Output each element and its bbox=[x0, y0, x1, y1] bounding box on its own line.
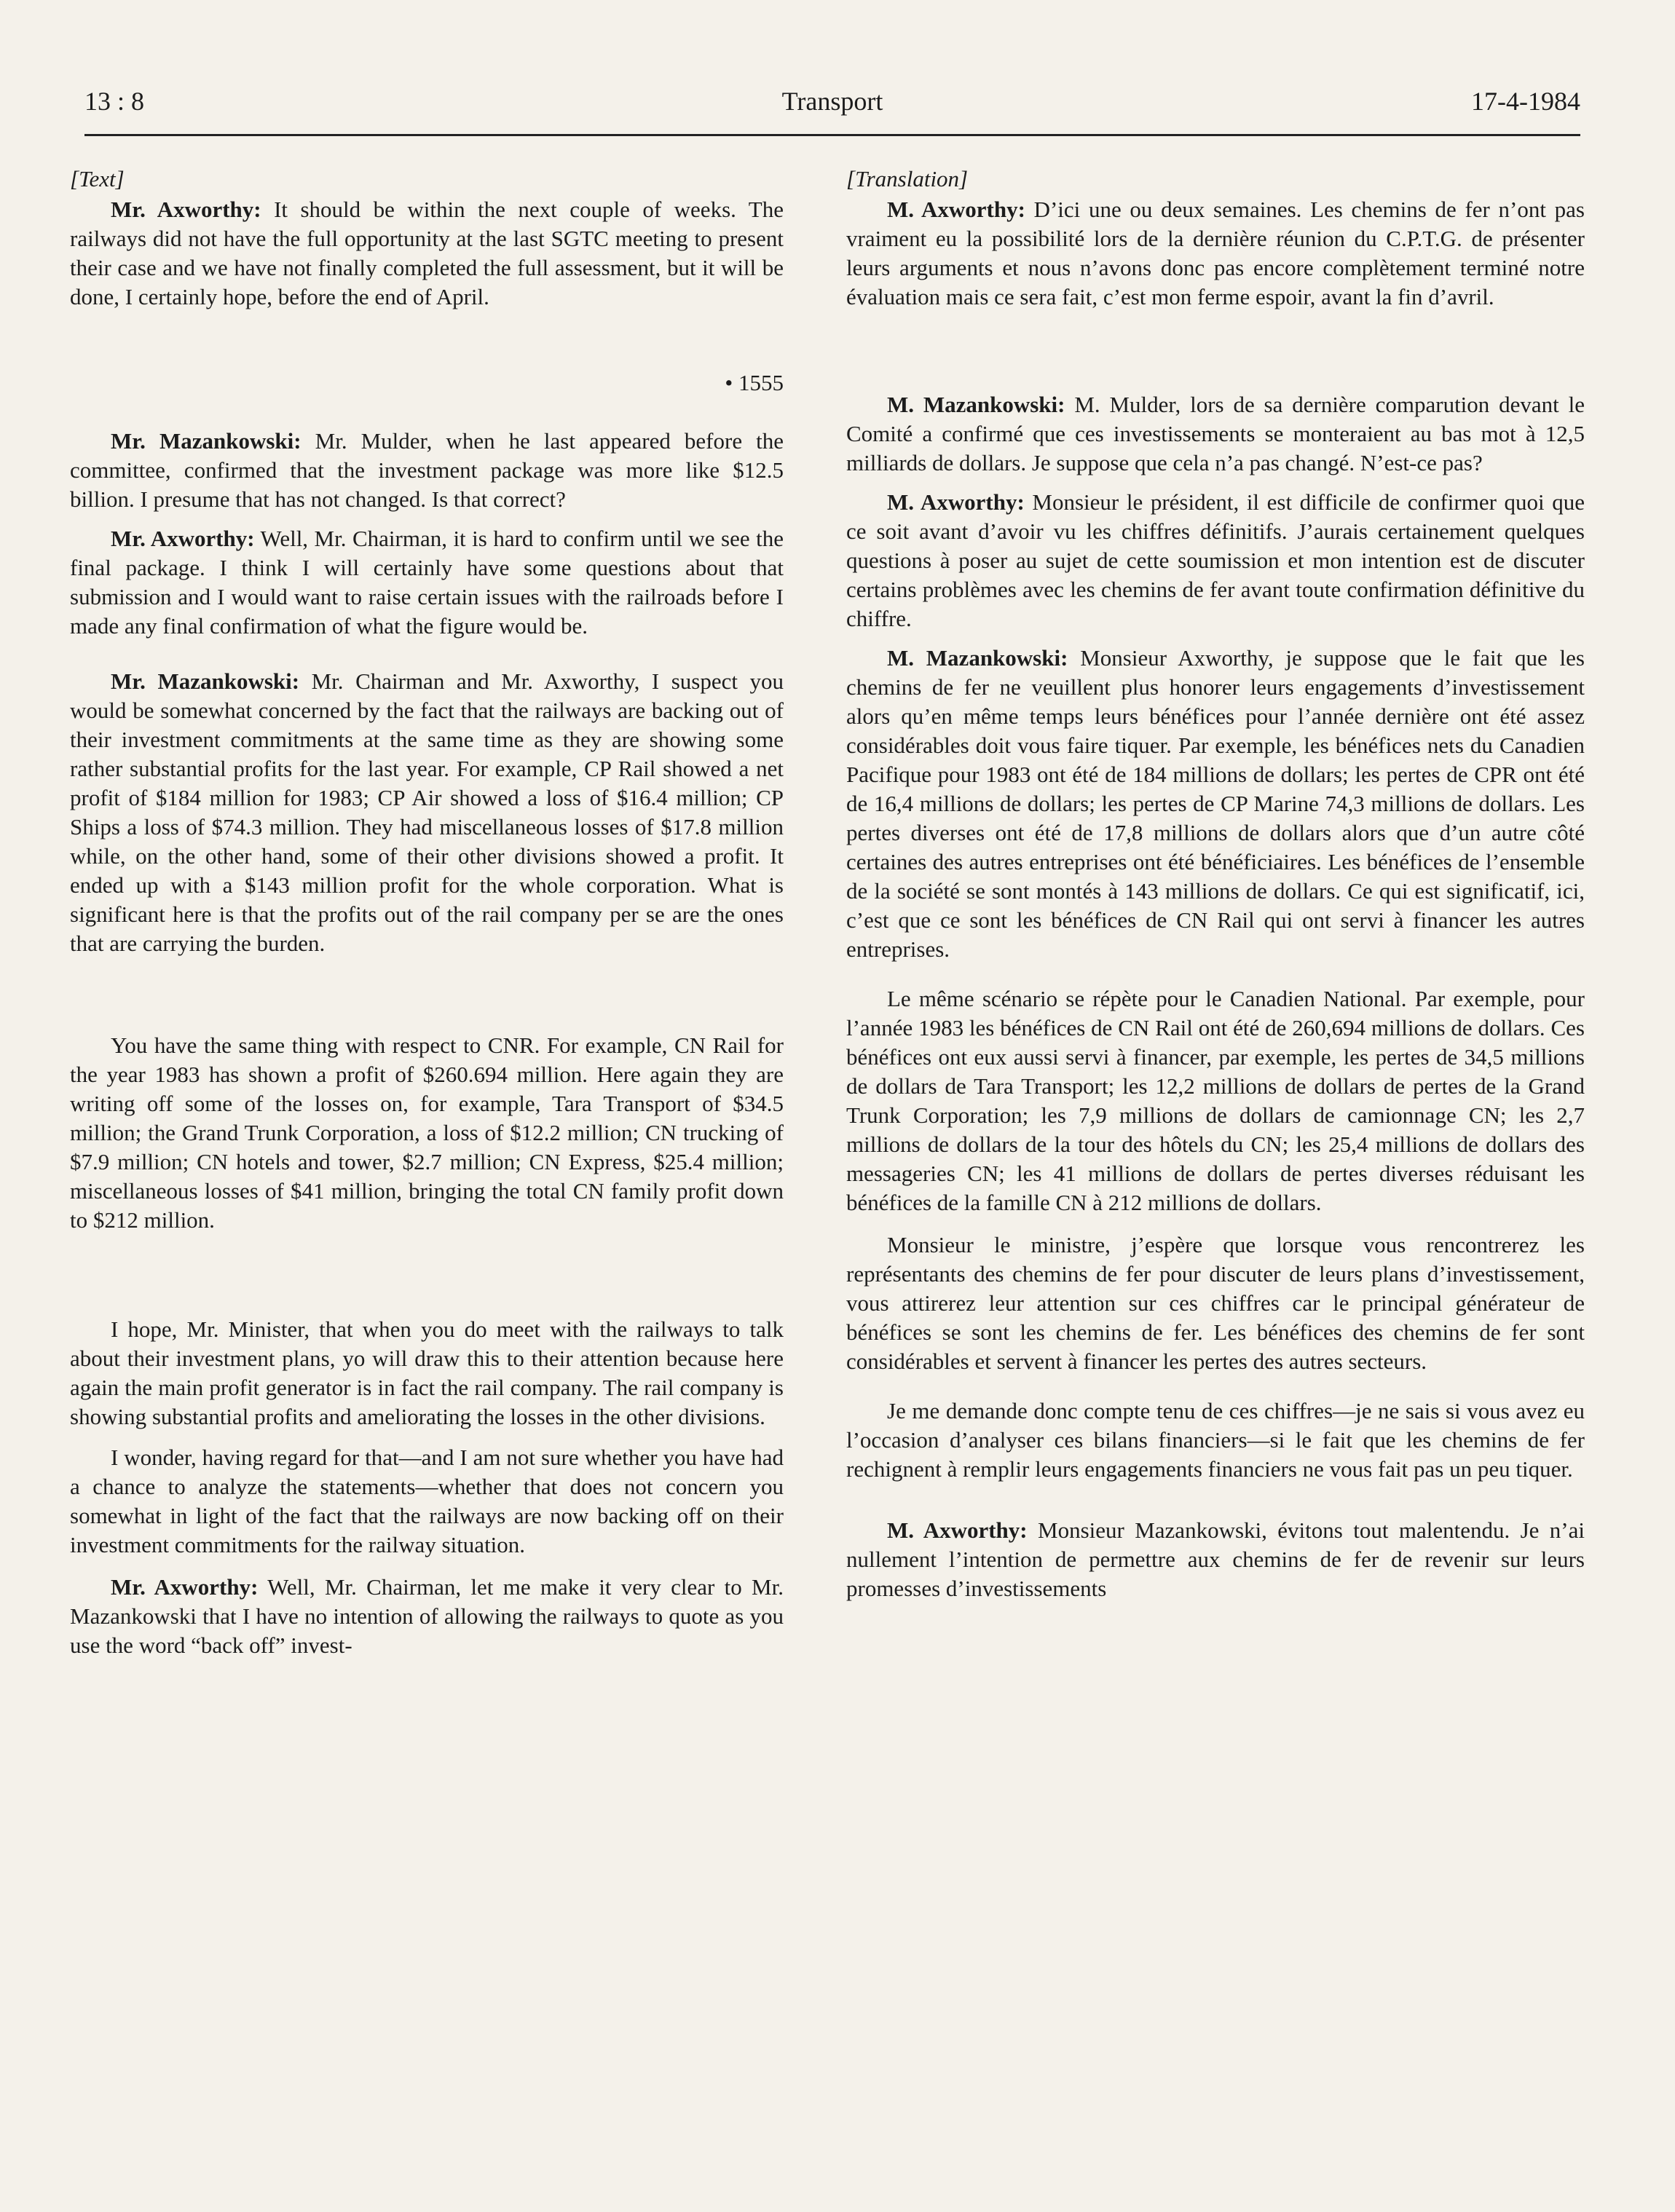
speaker-name: M. Mazankowski: bbox=[887, 645, 1068, 671]
paragraph: Monsieur le ministre, j’espère que lorsque vous rencontrerez les représentants des chemins de fer pour discuter de leurs plans d’investissement, vous attirerez leur attention sur ces chiffres car le principal générateur de bénéfices se sont les chemins de fer. Les bénéfices des chemins de fer sont considérables et servent à financer les pertes des autres secteurs. bbox=[846, 1232, 1585, 1374]
paragraph bbox=[846, 195, 1585, 312]
speaker-name: Mr. Axworthy: bbox=[111, 1574, 259, 1600]
paragraph-text: Well, Mr. Chairman, it is hard to confirm until we see the final package. I think I will certainly have some questions about that submission and I would want to raise certain issues with the railroads before I made any final confirmation of what the figure would be. bbox=[70, 526, 784, 639]
english-column bbox=[70, 165, 784, 1660]
paragraph-text: Well, Mr. Chairman, let me make it very clear to Mr. Mazankowski that I have no intention of allowing the railways to quote as you use the word “back off” invest- bbox=[70, 1574, 784, 1658]
paragraph-text: Mr. Chairman and Mr. Axworthy, I suspect you would be somewhat concerned by the fact that the railways are backing out of their investment commitments at the same time as they are showing some rather substantial profits for the last year. For example, CP Rail showed a net profit of $184 million for 1983; CP Air showed a loss of $16.4 million; CP Ships a loss of $74.3 million. They had miscellaneous losses of $17.8 million while, on the other hand, some of their other divisions showed a profit. It ended up with a $143 million profit for the whole corporation. What is significant here is that the profits out of the rail company per se are the ones that are carrying the burden. bbox=[70, 668, 784, 956]
paragraph-text: M. Mulder, lors de sa dernière comparution devant le Comité a confirmé que ces investissements se monteraient au bas mot à 12,5 milliards de dollars. Je suppose que cela n’a pas changé. N’est-ce pas? bbox=[846, 392, 1585, 475]
page-header bbox=[84, 86, 1580, 125]
paragraph: Je me demande donc compte tenu de ces chiffres—je ne sais si vous avez eu l’occasion d’analyser ces bilans financiers—si le fait que les chemins de fer rechignent à remplir leurs engagements financiers ne vous fait pas un peu tiquer. bbox=[846, 1398, 1585, 1482]
speaker-name: M. Axworthy: bbox=[887, 1517, 1028, 1543]
paragraph-text: It should be within the next couple of weeks. The railways did not have the full opportunity at the last SGTC meeting to present their case and we have not finally completed the full assessment, but it will be done, I certainly hope, before the end of April. bbox=[70, 197, 784, 309]
paragraph bbox=[846, 644, 1585, 964]
paragraph bbox=[70, 427, 784, 514]
paragraph bbox=[846, 1516, 1585, 1603]
french-column bbox=[846, 165, 1585, 1603]
paragraph bbox=[70, 195, 784, 312]
page-reference: 13 : 8 bbox=[84, 87, 145, 116]
column-label: [Translation] bbox=[846, 166, 969, 191]
paragraph bbox=[70, 667, 784, 958]
speaker-name: M. Axworthy: bbox=[887, 197, 1025, 222]
speaker-name: Mr. Axworthy: bbox=[111, 526, 255, 551]
paragraph bbox=[846, 488, 1585, 633]
paragraph: You have the same thing with respect to CNR. For example, CN Rail for the year 1983 has shown a profit of $260.694 million. Here again they are writing off some of the losses on, for example, Tara Transport of $34.5 million; the Grand Trunk Corporation, a loss of $12.2 million; CN trucking of $7.9 million; CN hotels and tower, $2.7 million; CN Express, $25.4 million; miscellaneous losses of $41 million, bringing the total CN family profit down to $212 million. bbox=[70, 1032, 784, 1233]
paragraph-text: Monsieur le président, il est difficile de confirmer quoi que ce soit avant d’avoir vu les chiffres définitifs. J’aurais certainement quelques questions à poser au sujet de cette soumission et mon intention est de discuter certains problèmes avec les chemins de fer avant toute confirmation définitive du chiffre. bbox=[846, 489, 1585, 631]
speaker-name: M. Axworthy: bbox=[887, 489, 1025, 515]
paragraph: Le même scénario se répète pour le Canadien National. Par exemple, pour l’année 1983 les bénéfices de CN Rail ont été de 260,694 millions de dollars. Ces bénéfices ont eux aussi servi à financer, par exemple, les pertes de 34,5 millions de dollars de Tara Transport; les 12,2 millions de dollars de pertes de la Grand Trunk Corporation; les 7,9 millions de dollars de camionnage CN; les 2,7 millions de dollars de la tour des hôtels du CN; les 25,4 millions de dollars des messageries CN; les 41 millions de dollars de pertes diverses réduisant les bénéfices de la famille CN à 212 millions de dollars. bbox=[846, 986, 1585, 1215]
speaker-name: M. Mazankowski: bbox=[887, 392, 1065, 417]
paragraph-text: Mr. Mulder, when he last appeared before the committee, confirmed that the investment package was more like $12.5 billion. I presume that has not changed. Is that correct? bbox=[70, 428, 784, 512]
column-label: [Text] bbox=[70, 166, 125, 191]
paragraph bbox=[70, 524, 784, 641]
paragraph bbox=[70, 1573, 784, 1660]
page-title: Transport bbox=[781, 87, 883, 116]
time-marker: • 1555 bbox=[725, 370, 784, 395]
paragraph-text: Monsieur Mazankowski, évitons tout malentendu. Je n’ai nullement l’intention de permettre aux chemins de fer de revenir sur leurs promesses d’investissements bbox=[846, 1517, 1585, 1601]
paragraph-text: Monsieur Axworthy, je suppose que le fait que les chemins de fer ne veuillent plus honorer leurs engagements d’investissement alors qu’en même temps leurs bénéfices pour l’année dernière ont été assez considérables doit vous faire tiquer. Par exemple, les bénéfices nets du Canadien Pacifique pour 1983 ont été de 184 millions de dollars; les pertes de CPR ont été de 16,4 millions de dollars; les pertes de CP Marine 74,3 millions de dollars. Les pertes diverses ont été de 17,8 millions de dollars alors que d’un autre côté certaines des autres entreprises ont été bénéficiaires. Les bénéfices de l’ensemble de la société se sont montés à 143 millions de dollars. Ce qui est significatif, ici, c’est que ce sont les bénéfices de CN Rail qui ont servi à financer les autres entreprises. bbox=[846, 645, 1585, 962]
paragraph: I hope, Mr. Minister, that when you do meet with the railways to talk about their investment plans, yo will draw this to their attention because here again the main profit generator is in fact the rail company. The rail company is showing substantial profits and ameliorating the losses in the other divisions. bbox=[70, 1316, 784, 1429]
speaker-name: Mr. Mazankowski: bbox=[111, 428, 302, 454]
speaker-name: Mr. Mazankowski: bbox=[111, 668, 300, 694]
paragraph: I wonder, having regard for that—and I am not sure whether you have had a chance to analyze the statements—whether that does not concern you somewhat in light of the fact that the railways are now backing off on their investment commitments for the railway situation. bbox=[70, 1445, 784, 1557]
paragraph bbox=[846, 390, 1585, 478]
paragraph-text: D’ici une ou deux semaines. Les chemins de fer n’ont pas vraiment eu la possibilité lors de la dernière réunion du C.P.T.G. de présenter leurs arguments et nous n’avons donc pas encore complètement terminé notre évaluation mais ce sera fait, c’est mon ferme espoir, avant la fin d’avril. bbox=[846, 197, 1585, 309]
speaker-name: Mr. Axworthy: bbox=[111, 197, 261, 222]
header-rule bbox=[84, 134, 1580, 136]
page-date: 17-4-1984 bbox=[1471, 87, 1580, 116]
